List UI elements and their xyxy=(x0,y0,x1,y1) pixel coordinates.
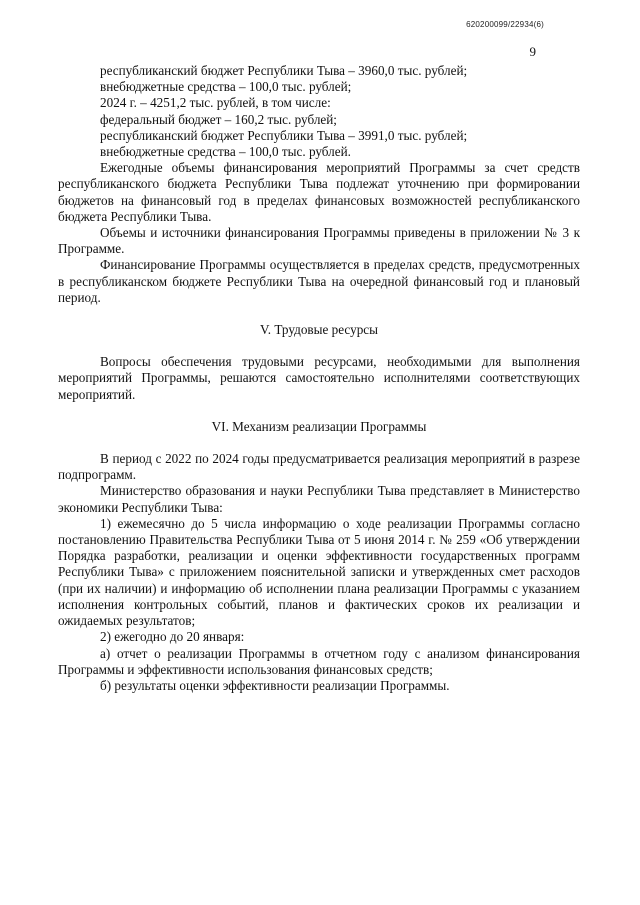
list-item-monthly: 1) ежемесячно до 5 числа информацию о ходе реализации Программы согласно постановлению Правительства Республики Тыва от 5 июня 2014 г. № 259 «Об утверждении Порядка разработки, реализации и оценки эффективности государственных программ Республики Тыва» с приложением пояснительной записки и утвержденных смет расходов (при их наличии) и информацию об исполнении плана реализации Программы с указанием исполнения контрольных событий, планов и фактических сроков их реализации и ожидаемых результатов; xyxy=(58,515,580,629)
funding-line-total-2024: 2024 г. – 4251,2 тыс. рублей, в том числе: xyxy=(100,95,331,111)
paragraph-period: В период с 2022 по 2024 годы предусматривается реализация мероприятий в разрезе подпрограмм. xyxy=(58,451,580,483)
paragraph-financing: Финансирование Программы осуществляется в пределах средств, предусмотренных в республиканском бюджете Республики Тыва на очередной финансовый год и плановый период. xyxy=(58,257,580,305)
funding-line-republic-2023: республиканский бюджет Республики Тыва – 3960,0 тыс. рублей; xyxy=(100,63,468,78)
funding-line-republic-2024: республиканский бюджет Республики Тыва – 3991,0 тыс. рублей; xyxy=(100,127,468,143)
paragraph-ministry: Министерство образования и науки Республики Тыва представляет в Министерство экономики Республики Тыва: xyxy=(58,483,580,515)
paragraph-annual-volumes: Ежегодные объемы финансирования мероприятий Программы за счет средств республиканского бюджета Республики Тыва подлежат уточнению при формировании бюджетов на финансовый год в пределах финансовых возможностей республиканского бюджета Республики Тыва. xyxy=(58,160,580,224)
section-heading-labor: V. Трудовые ресурсы xyxy=(259,322,379,338)
document-code: 620200099/22934(6) xyxy=(466,20,544,29)
list-item-report: а) отчет о реализации Программы в отчетном году с анализом финансирования Программы и эффективности использования финансовых средств; xyxy=(58,645,580,677)
paragraph-labor: Вопросы обеспечения трудовыми ресурсами, необходимыми для выполнения мероприятий Программы, решаются самостоятельно исполнителями соответствующих мероприятий. xyxy=(58,354,580,402)
funding-line-extrabudget-2023: внебюджетные средства – 100,0 тыс. рублей; xyxy=(100,79,352,95)
paragraph-sources: Объемы и источники финансирования Программы приведены в приложении № 3 к Программе. xyxy=(58,225,580,257)
funding-line-extrabudget-2024: внебюджетные средства – 100,0 тыс. рублей. xyxy=(100,144,351,160)
section-heading-mechanism: VI. Механизм реализации Программы xyxy=(211,418,427,434)
funding-line-federal-2024: федеральный бюджет – 160,2 тыс. рублей; xyxy=(100,111,337,127)
list-item-annual: 2) ежегодно до 20 января: xyxy=(100,629,245,645)
page-number: 9 xyxy=(529,44,536,59)
list-item-evaluation: б) результаты оценки эффективности реализации Программы. xyxy=(100,677,450,693)
document-body xyxy=(58,63,580,694)
